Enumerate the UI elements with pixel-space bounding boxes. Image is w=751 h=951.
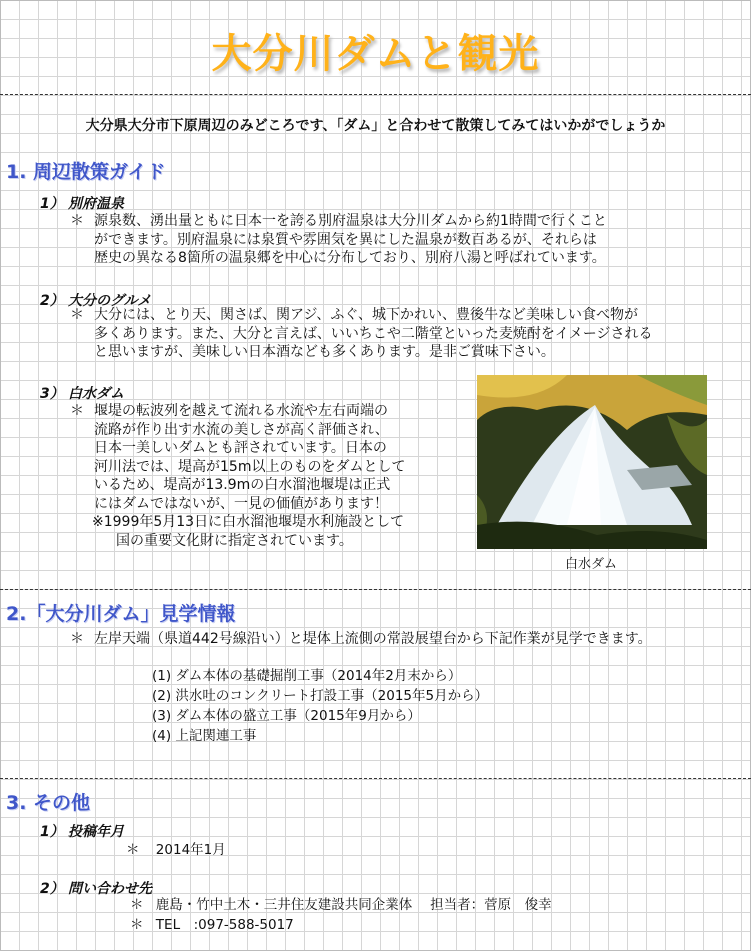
subheading-number: 3） [40, 386, 64, 402]
contact-block [130, 895, 552, 935]
bullet-star: ＊ [70, 213, 84, 229]
subheading-hakusui [40, 383, 124, 403]
bullet-star: ＊ [70, 403, 84, 419]
contact-line [130, 915, 552, 935]
paragraph-tour [70, 630, 740, 649]
section-heading-guide: 1. 周辺散策ガイド [6, 161, 166, 183]
note-text-2: 国の重要文化財に指定されています。 [116, 532, 353, 549]
subheading-number: 1） [40, 824, 64, 840]
paragraph-text: 左岸天端（県道442号線沿い）と堤体上流側の常設展望台から下記作業が見学できます。 [94, 631, 652, 647]
list-item: (4) 上記関連工事 [152, 728, 257, 744]
divider [0, 94, 751, 95]
photo-caption: 白水ダム [565, 557, 618, 572]
page-title: 大分川ダムと観光 [211, 31, 540, 77]
subheading-number: 2） [40, 881, 64, 897]
bullet-star: ＊ [130, 897, 144, 913]
dam-illustration [477, 375, 707, 549]
paragraph-hakusui [70, 402, 470, 550]
section-heading-tour: 2.「大分川ダム」見学情報 [6, 603, 236, 625]
subheading-title: 別府温泉 [68, 196, 124, 212]
paragraph-beppu [70, 212, 670, 268]
subheading-beppu [40, 193, 124, 213]
list-item: (3) ダム本体の盛立工事（2015年9月から） [152, 708, 421, 724]
subheading-number: 1） [40, 196, 64, 212]
subheading-posted [40, 821, 124, 841]
section-heading-other: 3. その他 [6, 792, 91, 814]
subheading-title: 投稿年月 [68, 824, 124, 840]
bullet-star: ＊ [70, 631, 84, 647]
subheading-title: 大分のグルメ [68, 293, 152, 309]
paragraph-gourmet [70, 306, 670, 362]
list-item: (1) ダム本体の基礎掘削工事（2014年2月末から） [152, 668, 462, 684]
subheading-title: 白水ダム [68, 386, 124, 402]
bullet-star: ＊ [126, 842, 140, 858]
posted-date-line [126, 838, 226, 858]
divider [0, 589, 751, 590]
contact-company: 鹿島・竹中土木・三井住友建設共同企業体 担当者：菅原 俊幸 [155, 897, 552, 913]
paragraph-text: 源泉数、湧出量ともに日本一を誇る別府温泉は大分川ダムから約1時間で行くこと ができます。別府温泉には泉質や雰囲気を異にした温泉が数百あるが、それらは 歴史の異なる8箇所の温泉郷を中心に分布しており、別府八湯と呼ばれています。 [94, 213, 607, 266]
bullet-star: ＊ [70, 307, 84, 323]
subheading-title: 問い合わせ先 [68, 881, 152, 897]
paragraph-text: 堰堤の転波列を越えて流れる水流や左右両端の 流路が作り出す水流の美しさが高く評価され、 日本一美しいダムとも評されています。日本の 河川法では、堤高が15m以上のものをダムとして いるため、堤高が13.9mの白水溜池堰堤は正式 にはダムではないが、一見の価値があります！ [94, 403, 406, 512]
hakusui-dam-photo [477, 375, 707, 549]
contact-line [130, 895, 552, 915]
paragraph-text: 大分には、とり天、関さば、関アジ、ふぐ、城下かれい、豊後牛など美味しい食べ物が 多くあります。また、大分と言えば、いいちこや二階堂といった麦焼酎をイメージされる と思いますが、美味しい日本酒なども多くあります。是非ご賞味下さい。 [94, 307, 653, 360]
bullet-star: ＊ [130, 917, 144, 933]
works-list [152, 666, 488, 746]
contact-phone: TEL :097-588-5017 [155, 917, 294, 933]
subheading-number: 2） [40, 293, 64, 309]
note-text: ※1999年5月13日に白水溜池堰堤水利施設として [92, 514, 405, 530]
divider [0, 778, 751, 779]
posted-date: 2014年1月 [155, 842, 226, 858]
intro-text: 大分県大分市下原周辺のみどころです、「ダム」と合わせて散策してみてはいかがでしょうか [85, 118, 666, 134]
list-item: (2) 洪水吐のコンクリート打設工事（2015年5月から） [152, 688, 489, 704]
